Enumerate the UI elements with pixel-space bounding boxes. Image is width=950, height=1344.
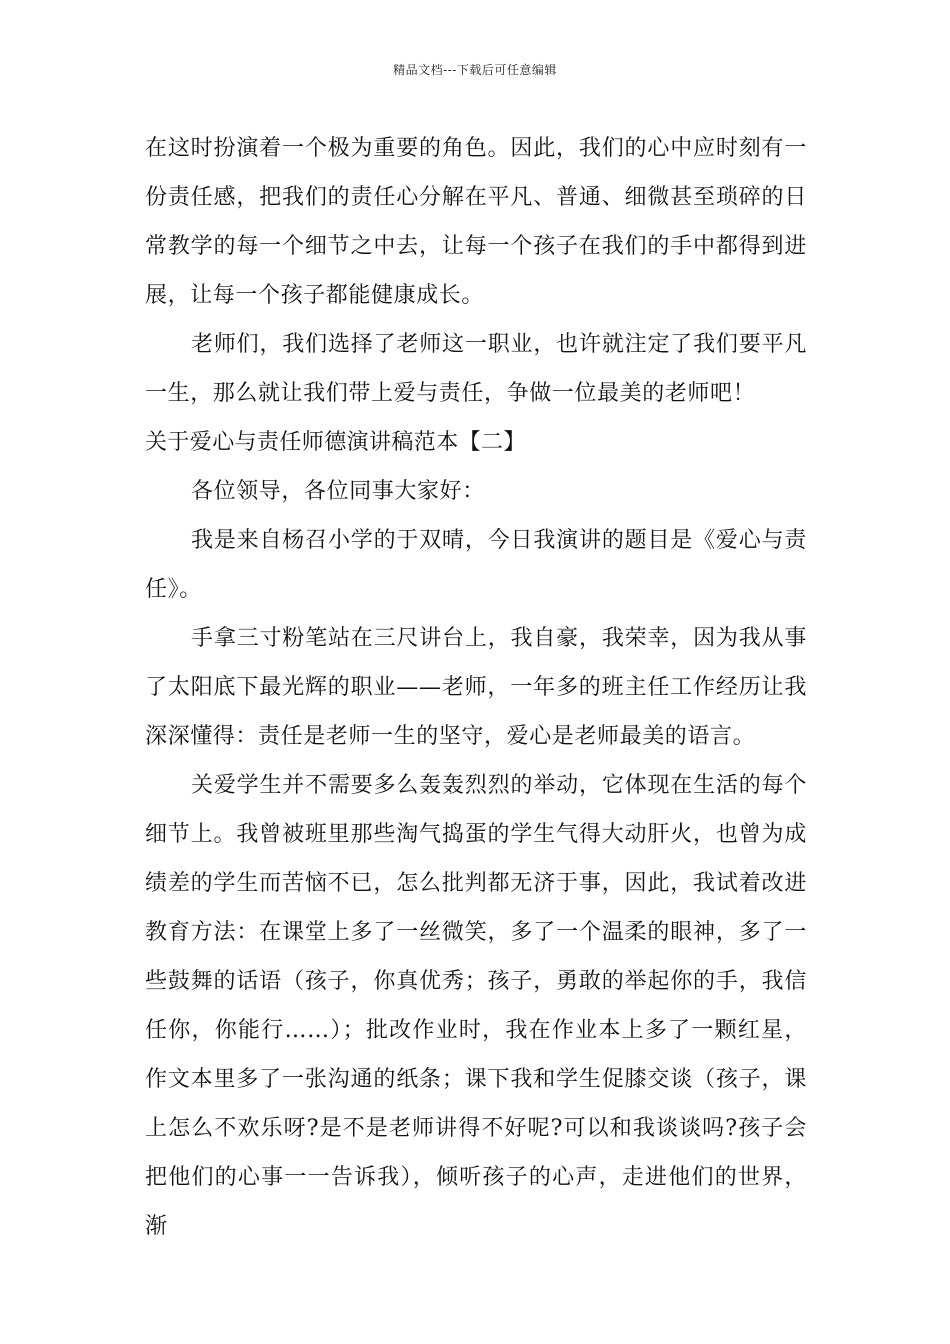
paragraph-caring-students: 关爱学生并不需要多么轰轰烈烈的举动，它体现在生活的每个细节上。我曾被班里那些淘气捣蛋的学生气得大动肝火，也曾为成绩差的学生而苦恼不已，怎么批判都无济于事，因此，我试着改进教育方法：在课堂上多了一丝微笑，多了一个温柔的眼神，多了一些鼓舞的话语（孩子，你真优秀；孩子，勇敢的举起你的手，我信任你，你能行……）；批改作业时，我在作业本上多了一颗红星，作文本里多了一张沟通的纸条；课下我和学生促膝交谈（孩子，课上怎么不欢乐呀?是不是老师讲得不好呢?可以和我谈谈吗?孩子会把他们的心事一一告诉我），倾听孩子的心声，走进他们的世界，渐: [145, 773, 807, 1239]
document-body: [145, 124, 807, 1251]
paragraph-closing-remark: 老师们，我们选择了老师这一职业，也许就注定了我们要平凡一生，那么就让我们带上爱与责任，争做一位最美的老师吧！: [145, 332, 807, 406]
section-heading: 关于爱心与责任师德演讲稿范本【二】: [145, 430, 526, 455]
page-header: 精品文档---下载后可任意编辑: [393, 63, 557, 77]
paragraph-continuation: 在这时扮演着一个极为重要的角色。因此，我们的心中应时刻有一份责任感，把我们的责任心分解在平凡、普通、细微甚至琐碎的日常教学的每一个细节之中去，让每一个孩子在我们的手中都得到进展，让每一个孩子都能健康成长。: [145, 136, 807, 308]
paragraph-greeting: 各位领导，各位同事大家好：: [191, 479, 485, 504]
paragraph-profession: 手拿三寸粉笔站在三尺讲台上，我自豪，我荣幸，因为我从事了太阳底下最光辉的职业——老师，一年多的班主任工作经历让我深深懂得：责任是老师一生的坚守，爱心是老师最美的语言。: [145, 626, 807, 749]
paragraph-introduction: 我是来自杨召小学的于双晴，今日我演讲的题目是《爱心与责任》。: [145, 528, 807, 602]
